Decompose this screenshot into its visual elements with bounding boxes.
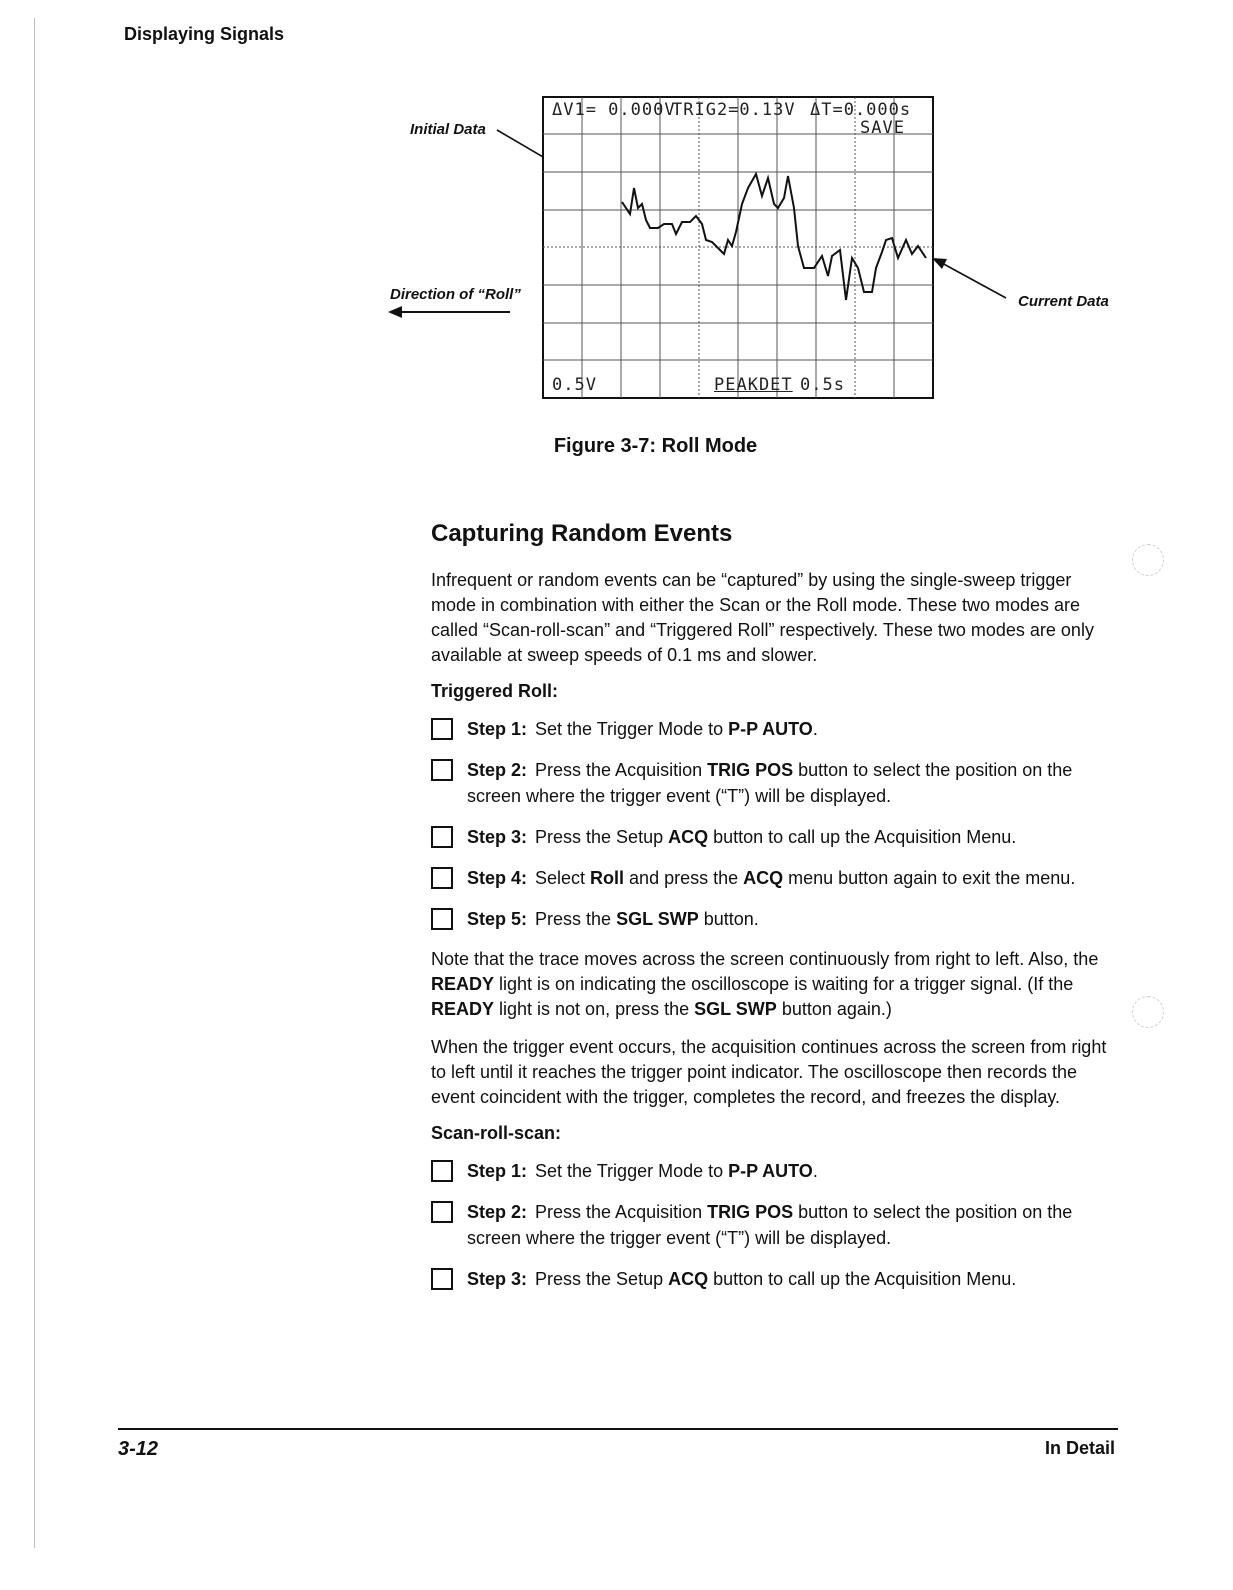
page-number: 3-12 (118, 1438, 159, 1460)
chapter-title: In Detail (1044, 1438, 1115, 1458)
step-item: Step 2: Press the Acquisition TRIG POS button to select the position on the screen where the trigger event (“T”) will be displayed. (431, 1199, 1121, 1251)
checkbox-icon[interactable] (431, 1268, 453, 1290)
arrow-left-icon (388, 306, 402, 318)
hole-punch (1132, 996, 1164, 1028)
scan-roll-scan-heading: Scan-roll-scan: (431, 1123, 562, 1143)
intro-paragraph: Infrequent or random events can be “captured” by using the single-sweep trigger mode in combination with either the Scan or the Roll mode. These two modes are called “Scan-roll-scan” and “Triggered Roll” respectively. These two modes are only available at sweep speeds of 0.1 ms and slower. (431, 570, 1094, 665)
step-item: Step 1: Set the Trigger Mode to P-P AUTO. (431, 1158, 1121, 1184)
label-roll-direction: Direction of “Roll” (390, 286, 521, 303)
scope-readout-volts: 0.5V (552, 375, 597, 395)
figure-caption: Figure 3-7: Roll Mode (553, 435, 758, 457)
step-item: Step 1: Set the Trigger Mode to P-P AUTO. (431, 716, 1121, 742)
scope-readout-acq-mode: PEAKDET (714, 375, 793, 395)
checkbox-icon[interactable] (431, 826, 453, 848)
scope-readout-delta-v: ΔV1= 0.000V (552, 100, 676, 120)
scope-readout-save: SAVE (860, 118, 905, 138)
step-item: Step 5: Press the SGL SWP button. (431, 906, 1121, 932)
section-title: Capturing Random Events (431, 520, 733, 547)
scope-readout-trigger: TRIG2=0.13V (672, 100, 796, 120)
checkbox-icon[interactable] (431, 1201, 453, 1223)
footer-rule (118, 1428, 1118, 1430)
checkbox-icon[interactable] (431, 867, 453, 889)
checkbox-icon[interactable] (431, 1160, 453, 1182)
scope-readout-delta-t: ΔT=0.000s (810, 100, 912, 120)
step-item: Step 3: Press the Setup ACQ button to call up the Acquisition Menu. (431, 1266, 1121, 1292)
running-header: Displaying Signals (124, 24, 285, 44)
step-item: Step 2: Press the Acquisition TRIG POS button to select the position on the screen where the trigger event (“T”) will be displayed. (431, 757, 1121, 809)
note-paragraph: Note that the trace moves across the screen continuously from right to left. Also, the READY light is on indicating the oscilloscope is waiting for a trigger signal. (If the READY light is not on, press the SGL SWP button again.) (431, 949, 1099, 1019)
triggered-roll-heading: Triggered Roll: (431, 681, 559, 701)
step-item: Step 3: Press the Setup ACQ button to call up the Acquisition Menu. (431, 824, 1121, 850)
scope-graticule (542, 96, 934, 399)
oscilloscope-screen (542, 96, 934, 399)
trigger-paragraph: When the trigger event occurs, the acquisition continues across the screen from right to left until it reaches the trigger point indicator. The oscilloscope then records the event coincident with the trigger, completes the record, and freezes the display. (431, 1037, 1107, 1107)
arrow-pointer-icon (932, 258, 947, 269)
checkbox-icon[interactable] (431, 908, 453, 930)
label-current-data: Current Data (1018, 293, 1109, 310)
scope-readout-time: 0.5s (800, 375, 845, 395)
checkbox-icon[interactable] (431, 718, 453, 740)
step-item: Step 4: Select Roll and press the ACQ menu button again to exit the menu. (431, 865, 1121, 891)
main-content (431, 520, 1121, 1307)
hole-punch (1132, 544, 1164, 576)
checkbox-icon[interactable] (431, 759, 453, 781)
label-initial-data: Initial Data (410, 121, 486, 138)
